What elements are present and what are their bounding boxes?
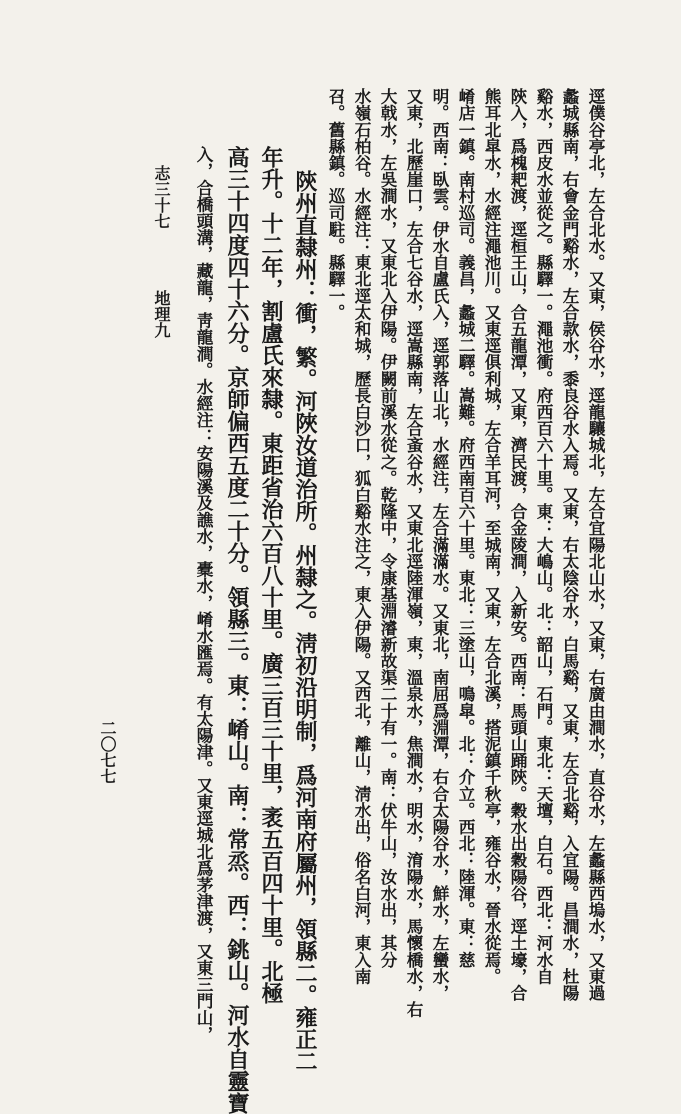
text-column: 陝入，爲槐耙渡，逕桓王山，合五龍潭，又東，濟民渡，合金陵澗，入新安。西南：馬頭山踊陝。穀水出穀陽谷，逕土壕，合	[508, 88, 528, 1001]
section-column: 高三十四度四十六分。京師偏西五度二十分。領縣三。東：崤山。南：常烝。西：銚山。河水自靈寶	[224, 146, 250, 1114]
text-column: 熊耳北皐水，水經注澠池川。又東逕俱利城，左合羊耳河，至城南，又東，左合北溪，搭泥鎮千秋亭，雍谷水，晉水從焉。	[482, 88, 502, 985]
page-number: 二〇七七	[98, 720, 117, 784]
text-column: 蠡城縣南，右會金門谿水，左合款水，黍良谷水入焉。又東，右太陰谷水，白馬谿，又東，左合北谿，入宜陽。昌澗水，杜陽	[560, 88, 580, 1001]
section-header: 地理九	[152, 290, 171, 338]
text-column: 水嶺石柏谷。水經注：東北逕太和城，歷長白沙口，狐白谿水注之，東入伊陽。又西北，離山，淸水出，俗名白河，東入南	[352, 88, 372, 985]
text-column: 逕僕谷亭北，左合北水。又東，侯谷水，逕龍驤城北，左合宜陽北山水，又東，右廣由澗水，直谷水，左蠡縣西塢水，又東過	[586, 88, 606, 1001]
text-column: 入，合橋頭溝，藏龍，靑龍澗。水經注：安陽溪及譙水，橐水，崤水匯焉。有太陽津。又東逕城北爲茅津渡，又東三門山，	[194, 146, 214, 1043]
text-column: 明。西南：臥雲。伊水自盧氏入，逕郭落山北，水經注，左合滿滿水。又東北，南屈爲淵潭，右合太陽谷水，鮮水，左蠻水，	[430, 88, 450, 1001]
text-column: 召。舊縣鎮。巡司駐。縣驛一。	[326, 88, 346, 321]
text-column: 大戟水，左吳澗水，又東北入伊陽。伊闕前溪水從之。乾隆中，令康基淵濬新故渠二十有一。南：伏牛山，汝水出，其分	[378, 88, 398, 968]
section-column: 陝州直隸州：衝，繁。河陜汝道治所。州隸之。淸初沿明制，爲河南府屬州，領縣二。雍正二	[292, 170, 318, 1072]
volume-header: 志三十七	[152, 165, 171, 229]
section-column: 年升。十二年，割盧氏來隸。東距省治六百八十里。廣三百三十里，袤五百四十里。北極	[258, 146, 284, 1004]
text-column: 谿水，西皮水並從之。縣驛一。澠池衝。府西百六十里。東：大嶋山。北：韶山，石門。東北：天壇，白石。西北：河水自	[534, 88, 554, 985]
text-column: 又東，北歷崖口，左合七谷水，逕嵩縣南，左合蚉谷水，又東北逕陸渾嶺，東，溫泉水，焦澗水，明水，淯陽水，馬懷橋水，右	[404, 88, 424, 1018]
text-column: 崤店一鎮。南村巡司。義昌，蠡城二驛。嵩難。府西南百六十里。東北：三塗山，鳴皐。北：介立。西北：陸渾。東：慈	[456, 88, 476, 968]
